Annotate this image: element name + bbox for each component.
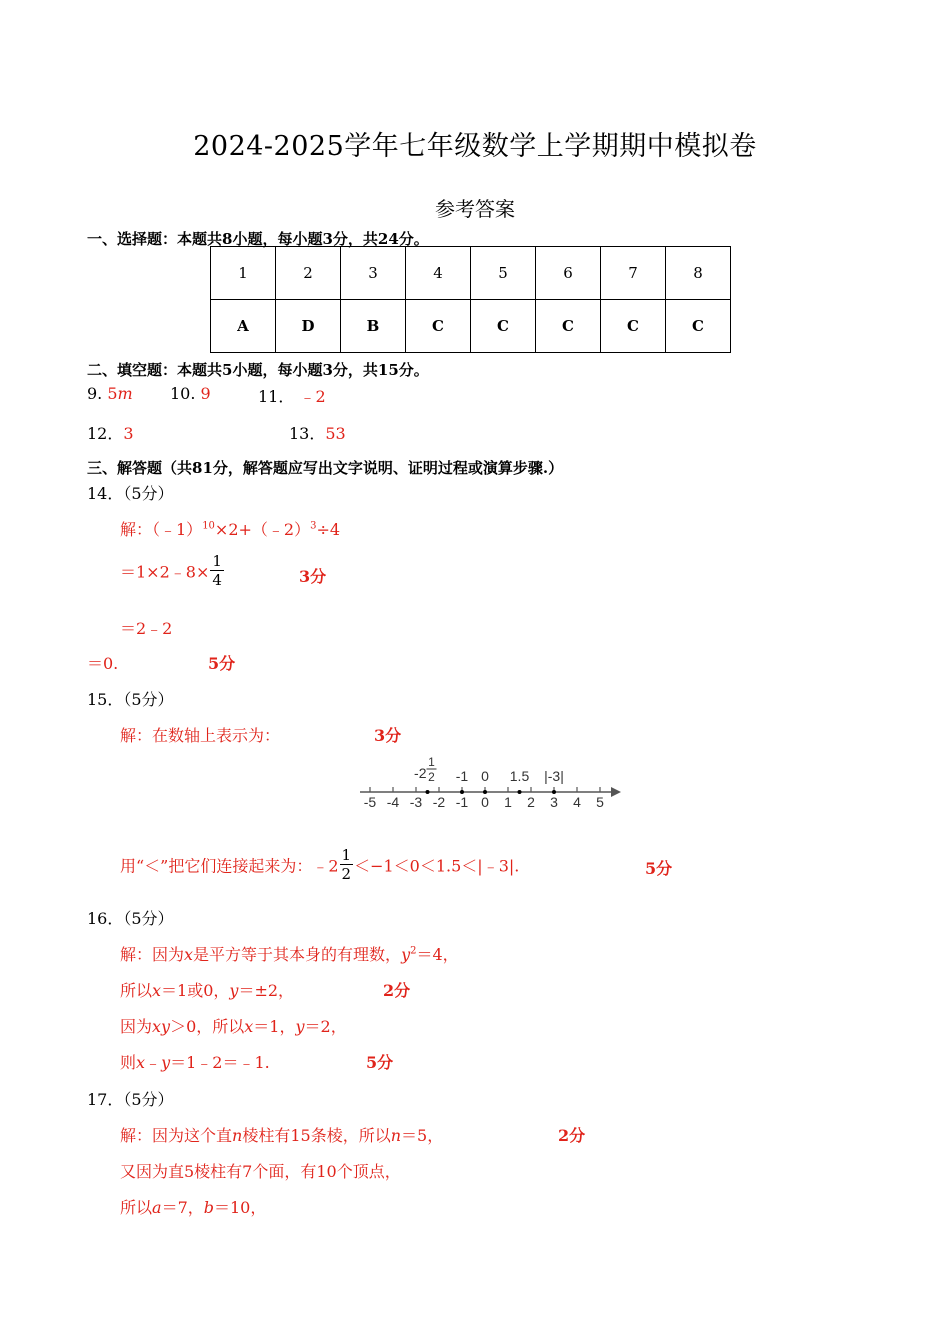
q9-value: 5 — [107, 384, 118, 403]
q14-line1 — [120, 517, 340, 540]
table-cell: C — [601, 300, 666, 353]
table-cell: 1 — [211, 247, 276, 300]
q14-line1-text: ÷4 — [316, 520, 341, 539]
q16-text: ＝2， — [304, 1017, 347, 1036]
number-line-fraction-denominator: 2 — [428, 770, 435, 784]
q14-line3: ＝2﹣2 — [120, 619, 173, 638]
q14-line1-text: 解：（﹣1） — [120, 520, 203, 539]
q17-line1 — [120, 1123, 443, 1146]
fraction-numerator: 1 — [341, 846, 352, 864]
table-cell: 8 — [666, 247, 731, 300]
q17-text: ＝5， — [401, 1126, 444, 1145]
q17-text: 解：因为这个直 — [120, 1126, 233, 1145]
q12-answer — [87, 421, 134, 444]
q14-exponent: 10 — [202, 520, 215, 532]
fraction-denominator: 2 — [341, 865, 352, 883]
q15-line2 — [120, 848, 519, 882]
q15-fraction — [340, 848, 354, 882]
table-cell: A — [211, 300, 276, 353]
q17-var: b — [203, 1198, 214, 1217]
q16-text: 解：因为 — [120, 945, 185, 964]
page-subtitle: 参考答案 — [435, 197, 515, 221]
number-line — [355, 750, 630, 815]
page-title: 2024-2025学年七年级数学上学期期中模拟卷 — [193, 131, 757, 162]
q15-score-2: 5分 — [645, 859, 673, 878]
number-line-point — [483, 790, 487, 794]
number-line-point — [426, 790, 430, 794]
answer-table-numbers — [211, 247, 731, 300]
q9-label: 9. — [87, 384, 103, 403]
q16-var: y — [161, 1053, 171, 1072]
q16-text: ＞0，所以 — [170, 1017, 245, 1036]
q16-score-2: 5分 — [366, 1053, 394, 1072]
number-line-tick-label: 4 — [573, 794, 581, 810]
q16-text: ﹣ — [145, 1053, 162, 1072]
table-cell: 6 — [536, 247, 601, 300]
q14-line1-text: ×2+（﹣2） — [214, 520, 311, 539]
number-line-fraction-numerator: 1 — [428, 755, 435, 769]
q10-value: 9 — [200, 384, 211, 403]
table-cell: C — [406, 300, 471, 353]
number-line-tick-label: -3 — [409, 794, 423, 810]
number-line-point — [518, 790, 522, 794]
q16-text: 所以 — [120, 981, 153, 1000]
q14-line4: ＝0. — [87, 654, 119, 673]
number-line-tick-label: -5 — [363, 794, 377, 810]
number-line-point-label: 1.5 — [509, 768, 530, 784]
number-line-point — [460, 790, 464, 794]
fraction-denominator: 4 — [212, 571, 222, 589]
q16-label: 16．（5分） — [87, 909, 174, 928]
q16-text: 因为 — [120, 1017, 153, 1036]
q14-label: 14．（5分） — [87, 484, 174, 503]
q14-line2 — [120, 554, 225, 588]
q16-var: y — [401, 945, 411, 964]
q16-text: 则 — [120, 1053, 137, 1072]
q10-answer — [170, 384, 211, 403]
table-cell: 2 — [276, 247, 341, 300]
number-line-point-label: 0 — [481, 768, 489, 784]
table-cell: 3 — [341, 247, 406, 300]
q15-line2-text: ＜−1＜0＜1.5＜|﹣3|. — [354, 856, 520, 876]
q17-var: n — [390, 1126, 402, 1145]
number-line-tick-label: 3 — [550, 794, 558, 810]
q15-score-1: 3分 — [374, 726, 402, 745]
q16-text: ＝4， — [416, 945, 459, 964]
number-line-point-label: |-3| — [544, 768, 564, 784]
number-line-tick-label: 0 — [481, 794, 489, 810]
table-cell: C — [471, 300, 536, 353]
answer-table — [210, 246, 731, 353]
q16-score-1: 2分 — [383, 981, 411, 1000]
section3-heading: 三、解答题（共81分，解答题应写出文字说明、证明过程或演算步骤.） — [87, 459, 564, 477]
table-cell: 7 — [601, 247, 666, 300]
q16-line1 — [120, 942, 459, 965]
q9-var: m — [117, 384, 133, 403]
number-line-tick-label: -2 — [432, 794, 446, 810]
q9-answer — [87, 384, 133, 403]
number-line-tick-label: -1 — [455, 794, 469, 810]
table-cell: C — [666, 300, 731, 353]
q16-var: y — [229, 981, 239, 1000]
number-line-point-label: -2 — [414, 765, 427, 781]
q17-line2: 又因为直5棱柱有7个面，有10个顶点， — [120, 1162, 401, 1181]
q14-fraction — [210, 554, 224, 588]
q17-var: a — [152, 1198, 162, 1217]
q17-label: 17．（5分） — [87, 1090, 174, 1109]
q12-label: 12． — [87, 424, 124, 443]
q14-score-1: 3分 — [299, 567, 327, 586]
q10-label: 10. — [170, 384, 196, 403]
q16-text: ＝1或0， — [161, 981, 230, 1000]
q13-label: 13． — [289, 424, 326, 443]
number-line-point-label: -1 — [455, 768, 469, 784]
q17-score-1: 2分 — [558, 1126, 586, 1145]
q11-value: ﹣2 — [299, 387, 326, 406]
table-cell: D — [276, 300, 341, 353]
q16-line3 — [120, 1014, 347, 1037]
q16-exponent: 2 — [410, 945, 417, 957]
q14-exponent: 3 — [310, 520, 317, 532]
q11-label: 11． — [258, 387, 295, 406]
q14-line2-text: ＝1×2﹣8× — [120, 562, 210, 582]
q17-text: ＝7， — [161, 1198, 204, 1217]
q17-text: ＝10， — [214, 1198, 267, 1217]
number-line-arrow-icon — [611, 787, 621, 797]
q16-line4 — [120, 1050, 270, 1073]
number-line-tick-label: 2 — [527, 794, 535, 810]
q13-value: 53 — [325, 424, 346, 443]
table-cell: C — [536, 300, 601, 353]
number-line-tick-label: -4 — [386, 794, 400, 810]
section2-heading: 二、填空题：本题共5小题，每小题3分，共15分。 — [87, 361, 429, 379]
q16-var: x — [184, 945, 194, 964]
q16-text: ＝±2， — [238, 981, 295, 1000]
number-line-tick-label: 5 — [596, 794, 604, 810]
section1-heading: 一、选择题：本题共8小题，每小题3分，共24分。 — [87, 230, 429, 248]
table-cell: B — [341, 300, 406, 353]
answer-table-answers — [211, 300, 731, 353]
number-line-point — [552, 790, 556, 794]
q17-text: 棱柱有15条棱，所以 — [242, 1126, 391, 1145]
q16-var: xy — [152, 1017, 171, 1036]
q16-var: x — [244, 1017, 254, 1036]
table-cell: 4 — [406, 247, 471, 300]
q15-line1: 解：在数轴上表示为： — [120, 726, 281, 745]
q15-line2-text: 用“＜”把它们连接起来为：﹣2 — [120, 856, 339, 876]
q17-var: n — [232, 1126, 243, 1145]
q15-label: 15．（5分） — [87, 690, 174, 709]
q16-var: x — [152, 981, 162, 1000]
q16-text: ＝1， — [253, 1017, 296, 1036]
table-cell: 5 — [471, 247, 536, 300]
q13-answer — [289, 421, 346, 444]
q17-line3 — [120, 1195, 266, 1218]
q14-score-2: 5分 — [208, 654, 236, 673]
q16-var: y — [295, 1017, 305, 1036]
q16-text: ＝1﹣2＝﹣1. — [170, 1053, 270, 1072]
q16-var: x — [136, 1053, 146, 1072]
q16-text: 是平方等于其本身的有理数， — [193, 945, 402, 964]
q12-value: 3 — [123, 424, 134, 443]
q16-line2 — [120, 978, 294, 1001]
q17-text: 所以 — [120, 1198, 153, 1217]
fraction-numerator: 1 — [212, 552, 222, 570]
number-line-tick-label: 1 — [504, 794, 512, 810]
q11-answer — [258, 384, 326, 407]
